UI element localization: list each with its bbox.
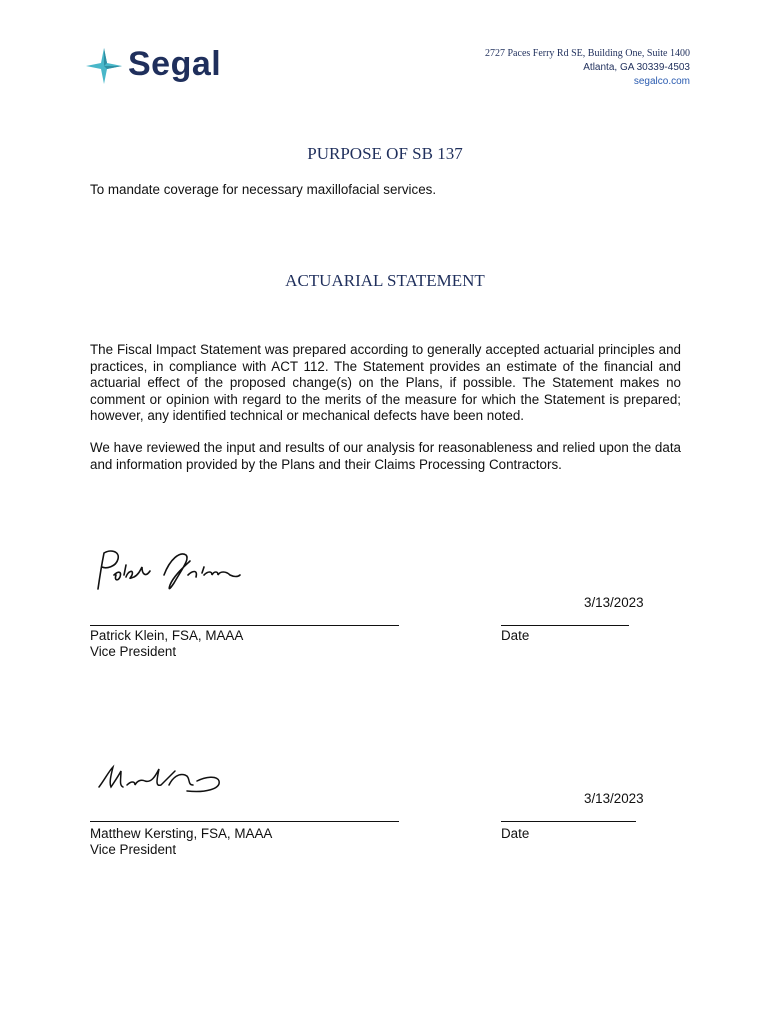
signer-1-name: Patrick Klein, FSA, MAAA — [90, 628, 244, 643]
address-line-1: 2727 Paces Ferry Rd SE, Building One, Suite 1400 — [485, 48, 690, 59]
date-1-line — [501, 625, 629, 626]
actuarial-heading: ACTUARIAL STATEMENT — [285, 271, 485, 290]
purpose-heading: PURPOSE OF SB 137 — [307, 144, 463, 163]
signature-matthew-kersting — [95, 757, 225, 803]
date-2-line — [501, 821, 636, 822]
signature-2-line — [90, 821, 399, 822]
actuarial-paragraph-1: The Fiscal Impact Statement was prepared according to generally accepted actuarial principles and practices, in compliance with ACT 112. The Statement provides an estimate of the financial and actuarial effect of the proposed change(s) on the Plans, if possible. The Statement makes no comment or opinion with regard to the merits of the measure for which the Statement is prepared; however, any identified technical or mechanical defects have been noted. — [90, 342, 681, 423]
purpose-text: To mandate coverage for necessary maxillofacial services. — [90, 182, 437, 197]
actuarial-paragraph-2: We have reviewed the input and results of our analysis for reasonableness and relied upon the data and information provided by the Plans and their Claims Processing Contractors. — [90, 440, 681, 472]
signer-2-title: Vice President — [90, 842, 177, 857]
date-1-label: Date — [501, 628, 530, 643]
signature-2-date: 3/13/2023 — [584, 791, 644, 806]
segal-logo — [84, 44, 234, 88]
website-link[interactable]: segalco.com — [633, 76, 690, 87]
signer-1-title: Vice President — [90, 644, 177, 659]
date-2-label: Date — [501, 826, 530, 841]
signature-1-line — [90, 625, 399, 626]
signature-patrick-klein — [90, 545, 250, 597]
star-icon — [84, 46, 124, 86]
address-line-2: Atlanta, GA 30339-4503 — [583, 62, 690, 73]
logo-wordmark: Segal — [128, 45, 222, 83]
company-address — [485, 47, 690, 89]
signer-2-name: Matthew Kersting, FSA, MAAA — [90, 826, 273, 841]
signature-1-date: 3/13/2023 — [584, 595, 644, 610]
